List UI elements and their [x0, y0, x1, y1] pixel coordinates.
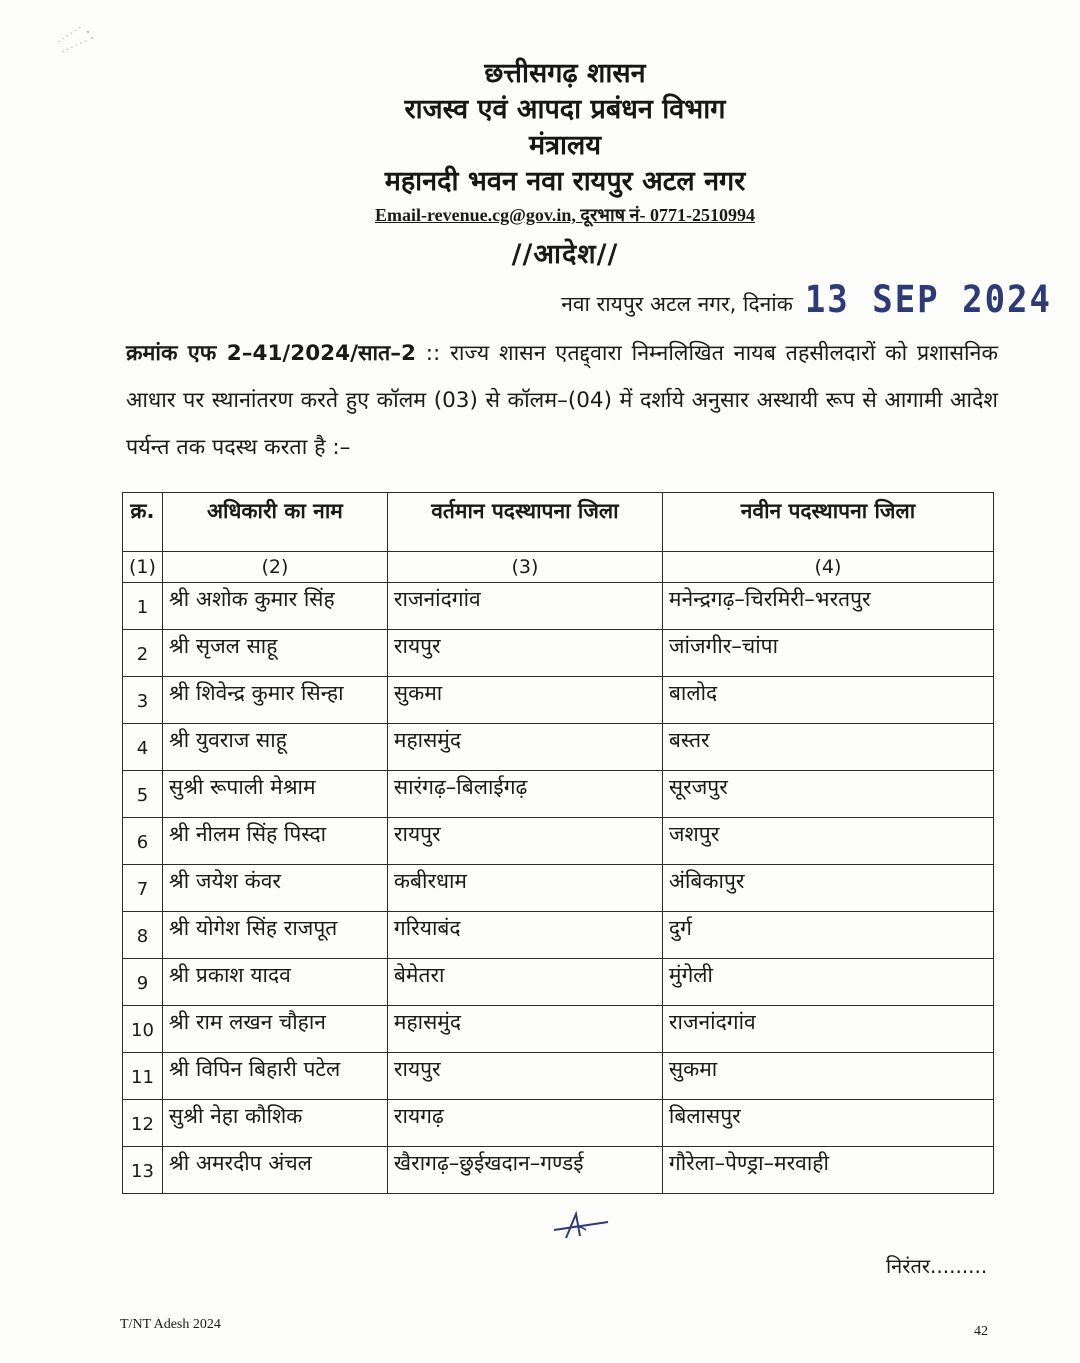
officer-name: श्री अमरदीप अंचल	[162, 1147, 387, 1194]
office-address: महानदी भवन नवा रायपुर अटल नगर	[384, 166, 746, 197]
header-new-district: नवीन पदस्थापना जिला	[662, 493, 993, 552]
place-date-line	[561, 280, 1052, 320]
new-district: बस्तर	[662, 724, 993, 771]
signature-mark	[548, 1208, 612, 1244]
header-current-district: वर्तमान पदस्थापना जिला	[387, 493, 662, 552]
footer-file-reference: T/NT Adesh 2024	[120, 1317, 221, 1332]
officer-name: श्री जयेश कंवर	[162, 865, 387, 912]
department-name: राजस्व एवं आपदा प्रबंधन विभाग	[404, 94, 726, 125]
government-name: छत्तीसगढ़ शासन	[484, 58, 646, 89]
serial-number: 9	[123, 959, 163, 1006]
table-row	[123, 1006, 994, 1053]
officer-name: श्री सृजल साहू	[162, 630, 387, 677]
officer-name: श्री योगेश सिंह राजपूत	[162, 912, 387, 959]
officer-name: श्री नीलम सिंह पिस्दा	[162, 818, 387, 865]
officer-name: श्री प्रकाश यादव	[162, 959, 387, 1006]
new-district: राजनांदगांव	[662, 1006, 993, 1053]
new-district: जांजगीर–चांपा	[662, 630, 993, 677]
table-row	[123, 959, 994, 1006]
column-number: (2)	[162, 552, 387, 583]
new-district: जशपुर	[662, 818, 993, 865]
new-district: सूरजपुर	[662, 771, 993, 818]
current-district: रायगढ़	[387, 1100, 662, 1147]
table-row	[123, 677, 994, 724]
ministry-name: मंत्रालय	[528, 130, 601, 161]
table-row	[123, 1147, 994, 1194]
officer-name: श्री अशोक कुमार सिंह	[162, 583, 387, 630]
new-district: मुंगेली	[662, 959, 993, 1006]
serial-number: 2	[123, 630, 163, 677]
current-district: राजनांदगांव	[387, 583, 662, 630]
order-reference-number: क्रमांक एफ 2–41/2024/सात–2	[126, 341, 417, 366]
serial-number: 6	[123, 818, 163, 865]
current-district: सारंगढ़–बिलाईगढ़	[387, 771, 662, 818]
serial-number: 1	[123, 583, 163, 630]
current-district: महासमुंद	[387, 1006, 662, 1053]
order-paragraph	[126, 330, 998, 471]
order-body-text: :: राज्य शासन एतद्द्वारा निम्नलिखित नायब तहसीलदारों को प्रशासनिक आधार पर स्थानांतरण करते हुए कॉलम (03) से कॉलम–(04) में दर्शाये अनुसार अस्थायी रूप से आगामी आदेश पर्यन्त तक पदस्थ करता है :–	[126, 341, 998, 460]
officer-name: सुश्री नेहा कौशिक	[162, 1100, 387, 1147]
table-row	[123, 583, 994, 630]
column-number: (4)	[662, 552, 993, 583]
officer-name: श्री युवराज साहू	[162, 724, 387, 771]
current-district: कबीरधाम	[387, 865, 662, 912]
table-row	[123, 630, 994, 677]
column-number: (1)	[123, 552, 163, 583]
continued-label: निरंतर.........	[886, 1254, 988, 1278]
header-serial: क्र.	[123, 493, 163, 552]
table-row	[123, 818, 994, 865]
serial-number: 12	[123, 1100, 163, 1147]
serial-number: 8	[123, 912, 163, 959]
officer-name: श्री शिवेन्द्र कुमार सिन्हा	[162, 677, 387, 724]
serial-number: 13	[123, 1147, 163, 1194]
date-stamp: 13 SEP 2024	[804, 278, 1052, 322]
table-row	[123, 865, 994, 912]
page-number: 42	[974, 1324, 988, 1339]
current-district: महासमुंद	[387, 724, 662, 771]
new-district: बालोद	[662, 677, 993, 724]
current-district: खैरागढ़–छुईखदान–गण्डई	[387, 1147, 662, 1194]
table-row	[123, 912, 994, 959]
column-number-row	[123, 552, 994, 583]
officer-name: श्री राम लखन चौहान	[162, 1006, 387, 1053]
serial-number: 5	[123, 771, 163, 818]
letterhead	[0, 56, 1080, 228]
new-district: मनेन्द्रगढ़–चिरमिरी–भरतपुर	[662, 583, 993, 630]
current-district: रायपुर	[387, 818, 662, 865]
table-header-row	[123, 493, 994, 552]
current-district: गरियाबंद	[387, 912, 662, 959]
serial-number: 11	[123, 1053, 163, 1100]
serial-number: 4	[123, 724, 163, 771]
new-district: गौरेला–पेण्ड्रा–मरवाही	[662, 1147, 993, 1194]
new-district: अंबिकापुर	[662, 865, 993, 912]
current-district: रायपुर	[387, 1053, 662, 1100]
current-district: सुकमा	[387, 677, 662, 724]
serial-number: 10	[123, 1006, 163, 1053]
order-title: //आदेश//	[511, 239, 619, 270]
table-row	[123, 724, 994, 771]
officer-name: सुश्री रूपाली मेश्राम	[162, 771, 387, 818]
contact-info: Email-revenue.cg@gov.in, दूरभाष नं- 0771-2510994	[374, 205, 756, 225]
serial-number: 7	[123, 865, 163, 912]
new-district: दुर्ग	[662, 912, 993, 959]
place-label: नवा रायपुर अटल नगर, दिनांक	[561, 292, 793, 316]
table-row	[123, 771, 994, 818]
column-number: (3)	[387, 552, 662, 583]
current-district: बेमेतरा	[387, 959, 662, 1006]
current-district: रायपुर	[387, 630, 662, 677]
new-district: सुकमा	[662, 1053, 993, 1100]
serial-number: 3	[123, 677, 163, 724]
header-officer-name: अधिकारी का नाम	[162, 493, 387, 552]
table-row	[123, 1100, 994, 1147]
transfer-table	[122, 492, 994, 1194]
new-district: बिलासपुर	[662, 1100, 993, 1147]
officer-name: श्री विपिन बिहारी पटेल	[162, 1053, 387, 1100]
table-row	[123, 1053, 994, 1100]
